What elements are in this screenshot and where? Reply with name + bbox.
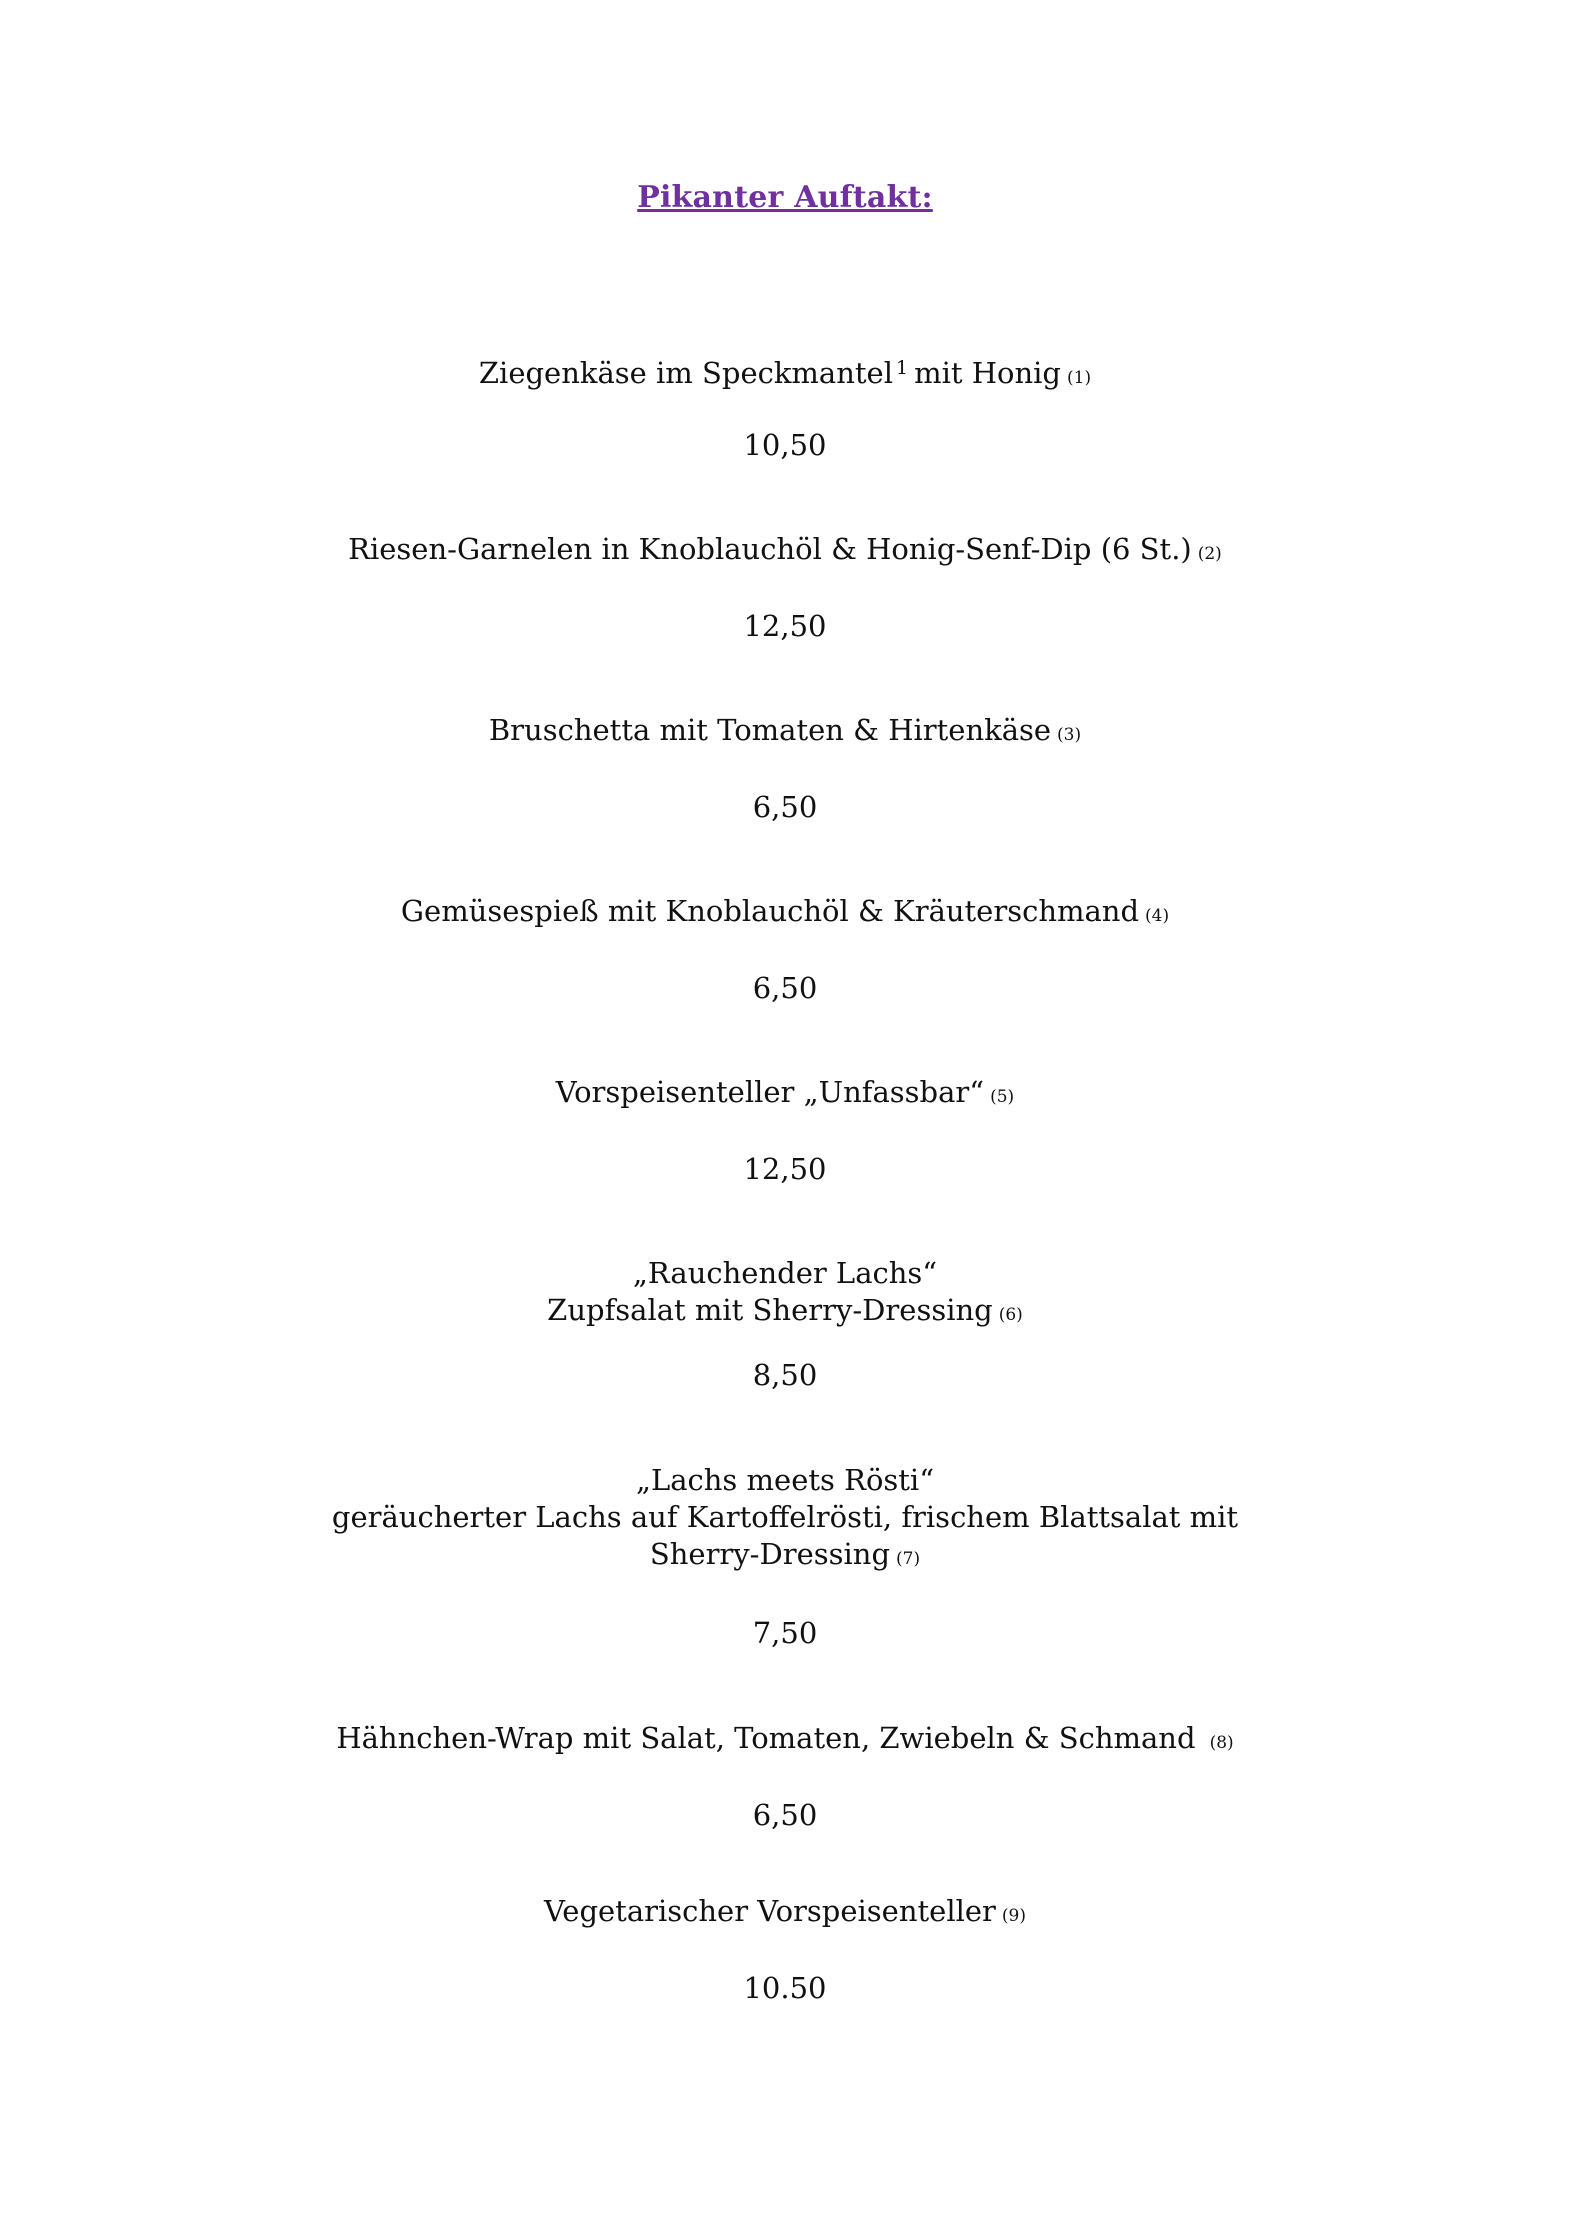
menu-item-text: Hähnchen-Wrap mit Salat, Tomaten, Zwiebeln & Schmand	[336, 1721, 1196, 1755]
menu-item-note: (3)	[1057, 725, 1082, 745]
menu-item-text: Sherry-Dressing	[649, 1537, 891, 1571]
menu-item-note: (6)	[998, 1305, 1023, 1325]
menu-item-line: „Rauchender Lachs“	[632, 1256, 938, 1290]
menu-item-price: 6,50	[752, 971, 818, 1005]
menu-item-line	[0, 1292, 1570, 1334]
menu-item-price: 12,50	[743, 1152, 827, 1186]
menu-item-name	[0, 531, 1570, 573]
menu-item-name	[0, 712, 1570, 754]
menu-item-price: 8,50	[752, 1358, 818, 1392]
menu-item-line	[0, 893, 1570, 935]
menu-item-name	[0, 893, 1570, 935]
menu-item-price: 12,50	[743, 609, 827, 643]
menu-item-text: Gemüsespieß mit Knoblauchöl & Kräuterschmand	[400, 894, 1140, 928]
menu-item-line	[0, 1720, 1570, 1762]
menu-item-line: „Lachs meets Rösti“	[635, 1463, 935, 1497]
page-title: Pikanter Auftakt:	[637, 180, 933, 215]
menu-item-line	[0, 531, 1570, 573]
menu-item-line	[0, 1536, 1570, 1578]
menu-item-name	[0, 1720, 1570, 1762]
menu-item-note: (4)	[1145, 906, 1170, 926]
menu-item-line	[0, 1074, 1570, 1116]
menu-item-name	[0, 1074, 1570, 1116]
menu-item-text: mit Honig	[914, 356, 1061, 390]
menu-item-price: 6,50	[752, 1798, 818, 1832]
menu-item-line	[0, 712, 1570, 754]
menu-item-text: Bruschetta mit Tomaten & Hirtenkäse	[488, 713, 1052, 747]
menu-item-text: Ziegenkäse im Speckmantel	[478, 356, 893, 390]
menu-item-price: 10,50	[743, 428, 827, 462]
menu-item-line	[0, 1893, 1570, 1935]
menu-item-note: (5)	[990, 1087, 1015, 1107]
menu-item-price: 10.50	[743, 1971, 827, 2005]
menu-item-line: geräucherter Lachs auf Kartoffelrösti, frischem Blattsalat mit	[331, 1500, 1239, 1534]
footnote-superscript: 1	[895, 357, 909, 379]
menu-item-name	[0, 350, 1570, 397]
menu-item-note: (7)	[896, 1549, 921, 1569]
menu-item-name	[0, 1893, 1570, 1935]
menu-item-line	[0, 350, 1570, 397]
menu-item-text: Vorspeisenteller „Unfassbar“	[555, 1075, 985, 1109]
menu-item-price: 7,50	[752, 1616, 818, 1650]
menu-item-note: (9)	[1001, 1906, 1026, 1926]
menu-item-text: Zupfsalat mit Sherry-Dressing	[547, 1293, 993, 1327]
menu-item-name	[0, 1462, 1570, 1578]
menu-item-text: Vegetarischer Vorspeisenteller	[544, 1894, 996, 1928]
menu-item-text: Riesen-Garnelen in Knoblauchöl & Honig-Senf-Dip (6 St.)	[348, 532, 1192, 566]
menu-item-note: (8)	[1209, 1733, 1234, 1753]
menu-item-price: 6,50	[752, 790, 818, 824]
menu-item-name	[0, 1255, 1570, 1334]
menu-item-note: (1)	[1067, 368, 1092, 388]
menu-item-note: (2)	[1197, 544, 1222, 564]
